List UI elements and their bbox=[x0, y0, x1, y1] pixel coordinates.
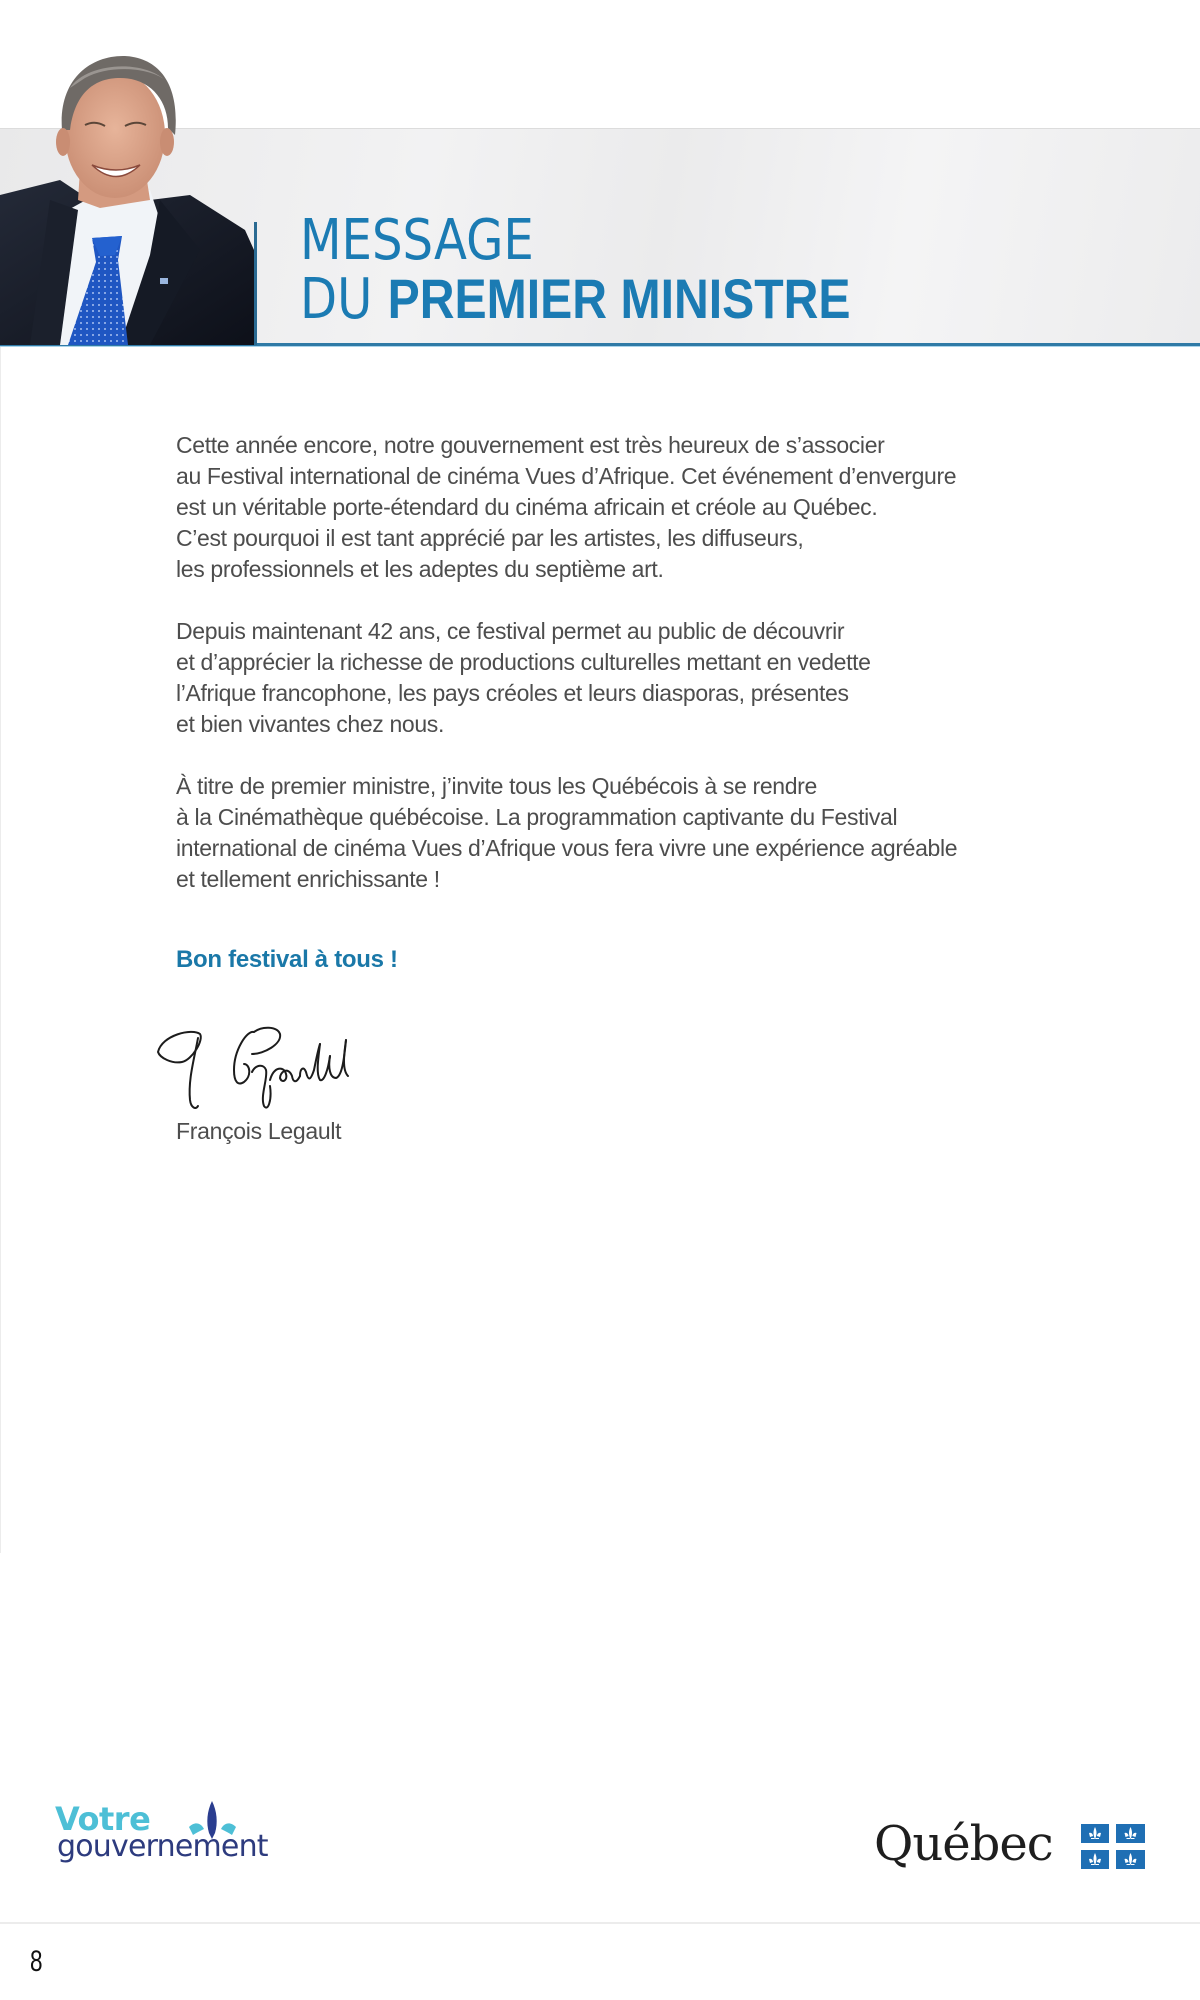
votre-gouvernement-logo bbox=[55, 1802, 295, 1874]
text-line: est un véritable porte-étendard du cinéma africain et créole au Québec. bbox=[176, 494, 878, 520]
text-line: l’Afrique francophone, les pays créoles et leurs diasporas, présentes bbox=[176, 680, 849, 706]
page-number: 8 bbox=[30, 1945, 43, 1978]
text-line: À titre de premier ministre, j’invite tous les Québécois à se rendre bbox=[176, 773, 817, 799]
footer-divider bbox=[0, 1922, 1200, 1924]
text-line: et tellement enrichissante ! bbox=[176, 866, 440, 892]
page-title bbox=[300, 208, 940, 332]
text-line: et bien vivantes chez nous. bbox=[176, 711, 444, 737]
text-line: et d’apprécier la richesse de productions culturelles mettant en vedette bbox=[176, 649, 871, 675]
logo-quebec-wordmark: Québec bbox=[874, 1816, 1053, 1872]
text-line: Depuis maintenant 42 ans, ce festival permet au public de découvrir bbox=[176, 618, 845, 644]
paragraph bbox=[176, 771, 1076, 895]
title-line-message: MESSAGE bbox=[300, 208, 534, 273]
closing-line: Bon festival à tous ! bbox=[176, 946, 398, 973]
text-line: Cette année encore, notre gouvernement est très heureux de s’associer bbox=[176, 432, 885, 458]
title-premier-ministre: PREMIER MINISTRE bbox=[387, 267, 851, 330]
logo-votre-text: Votre bbox=[55, 1800, 151, 1838]
portrait-photo bbox=[0, 50, 254, 345]
title-line-premier-ministre bbox=[300, 267, 851, 332]
signature-image bbox=[152, 1020, 367, 1115]
title-du: DU bbox=[300, 267, 388, 332]
text-line: au Festival international de cinéma Vues d’Afrique. Cet événement d’envergure bbox=[176, 463, 957, 489]
quebec-flag-icon bbox=[1081, 1824, 1145, 1869]
signer-name: François Legault bbox=[176, 1118, 342, 1144]
quebec-logo bbox=[874, 1814, 1154, 1876]
text-line: international de cinéma Vues d’Afrique vous fera vivre une expérience agréable bbox=[176, 835, 958, 861]
paragraph bbox=[176, 430, 1076, 585]
text-line: les professionnels et les adeptes du septième art. bbox=[176, 556, 664, 582]
message-body bbox=[176, 430, 1076, 926]
logo-gouvernement-text: gouvernement bbox=[57, 1829, 268, 1864]
header-accent-bar bbox=[254, 222, 257, 345]
paragraph bbox=[176, 616, 1076, 740]
text-line: C’est pourquoi il est tant apprécié par les artistes, les diffuseurs, bbox=[176, 525, 804, 551]
text-line: à la Cinémathèque québécoise. La programmation captivante du Festival bbox=[176, 804, 898, 830]
